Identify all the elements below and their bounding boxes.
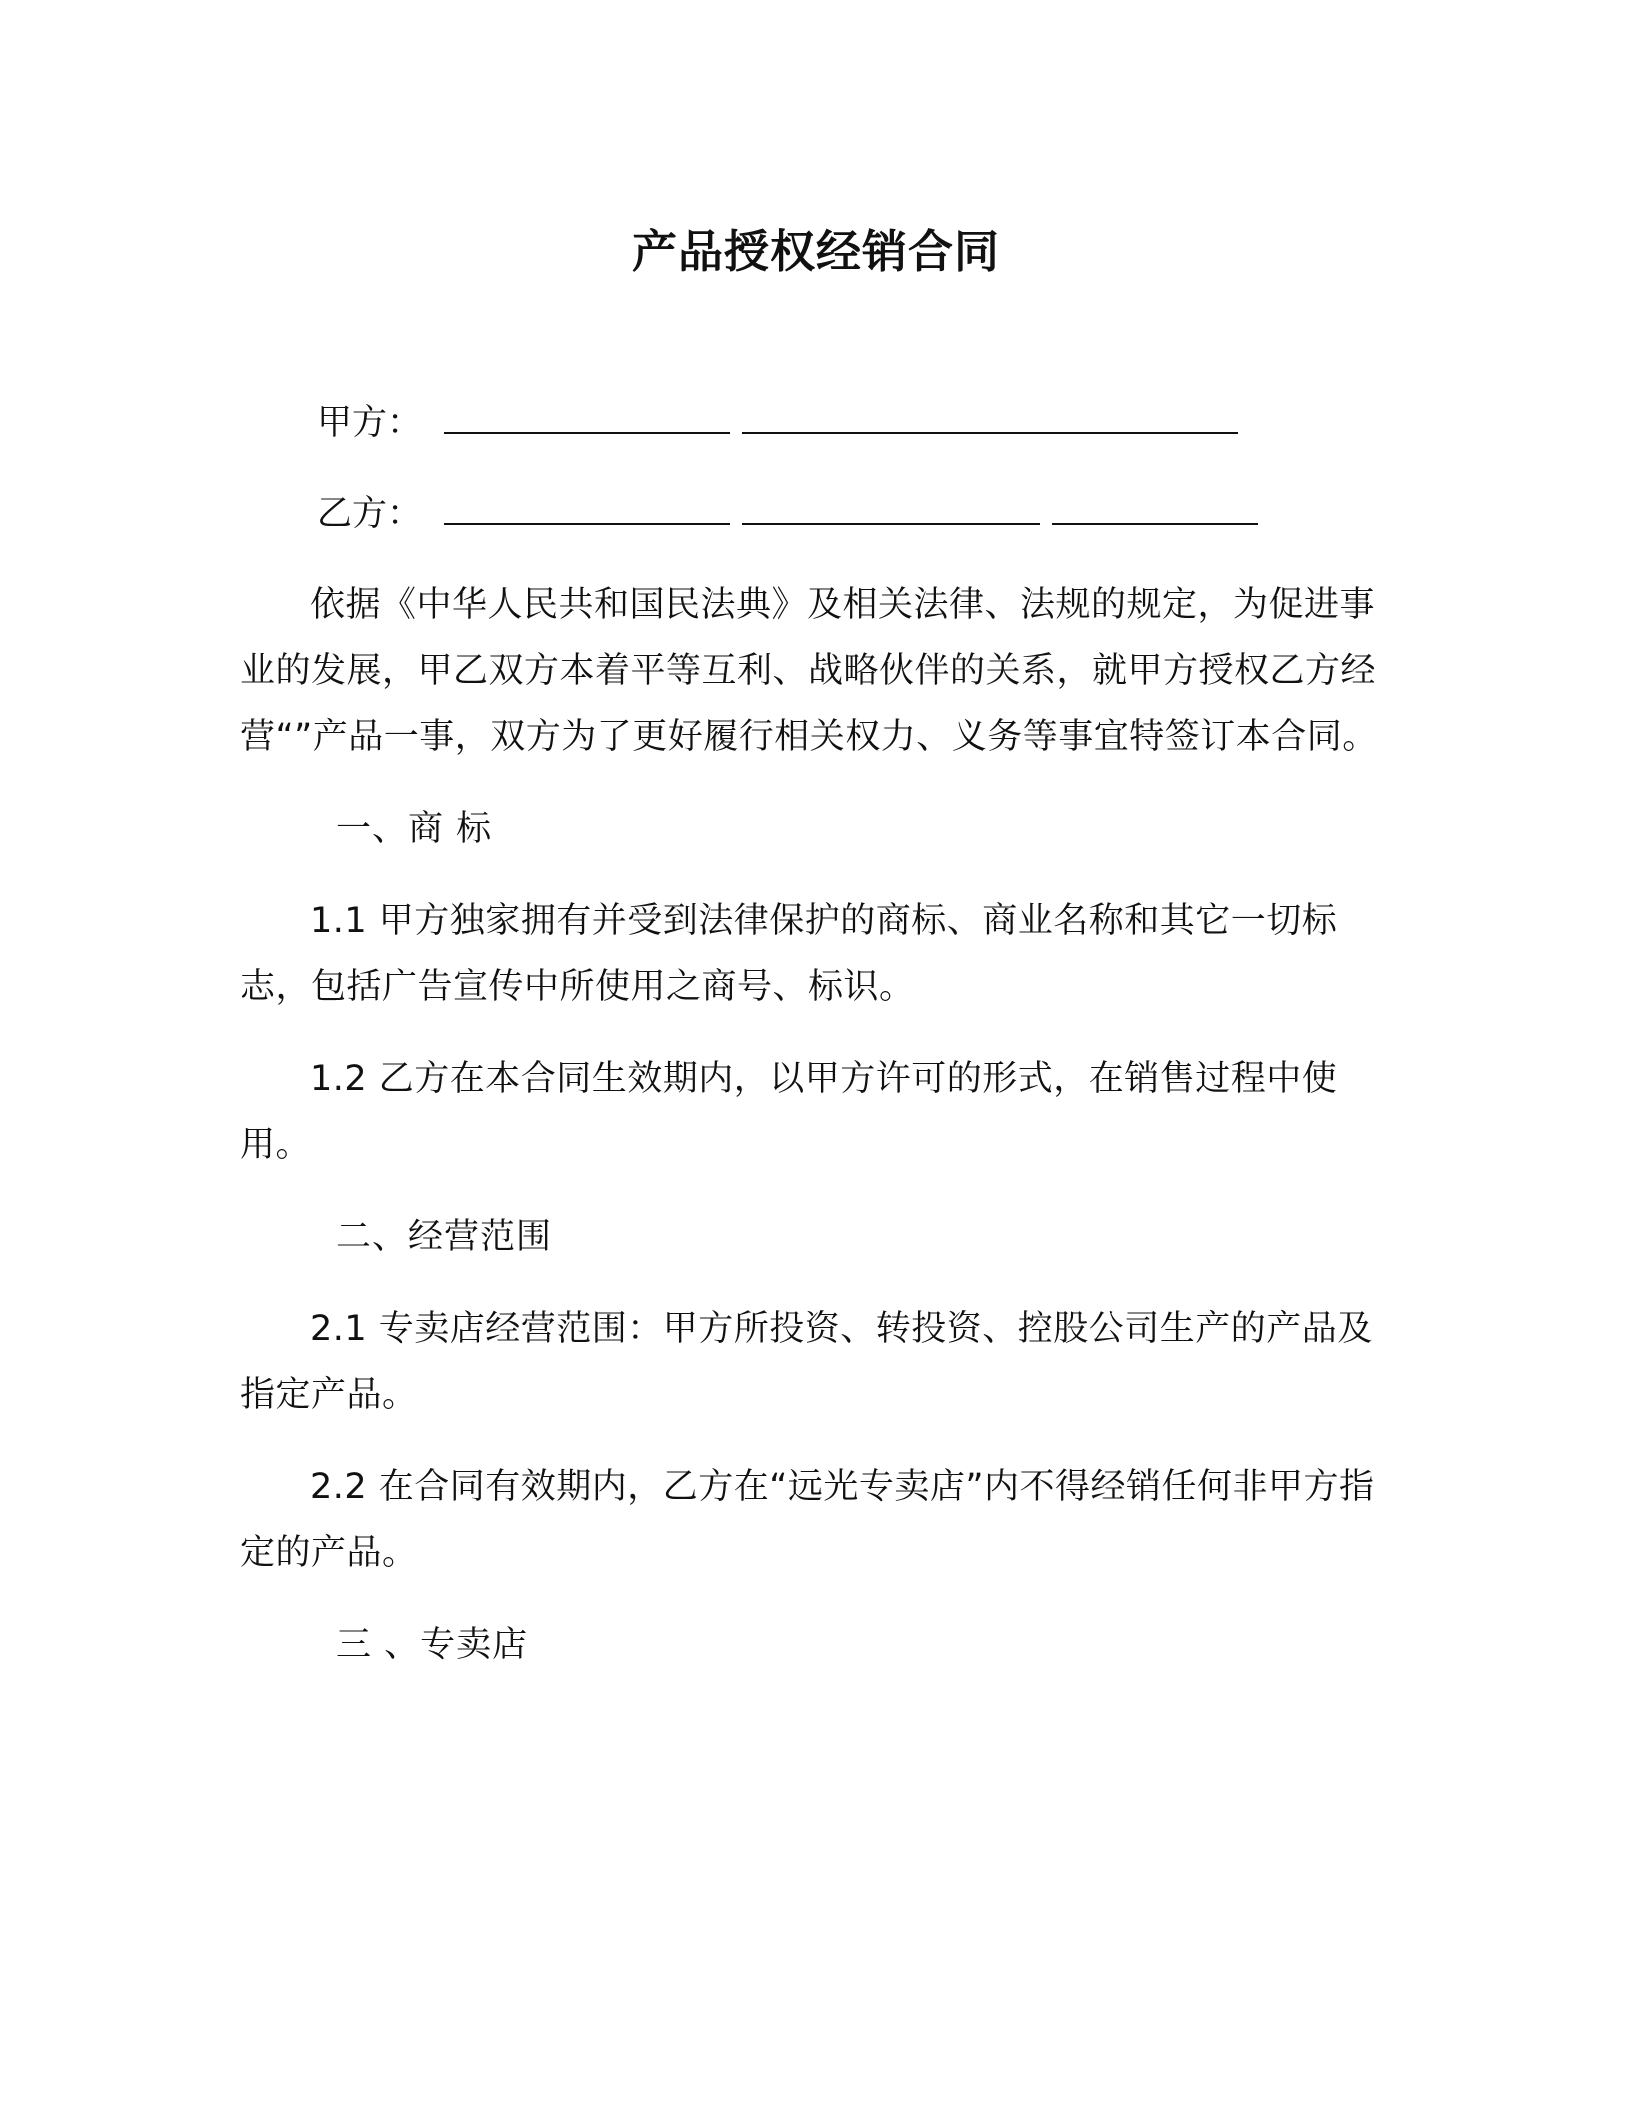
clause-paragraph: 2.1 专卖店经营范围：甲方所投资、转投资、控股公司生产的产品及指定产品。 [240, 1309, 1373, 1415]
party-b-blank [444, 489, 1270, 525]
party-a-blank [444, 398, 1250, 434]
fill-in-line [742, 398, 1238, 434]
fill-in-line [1052, 489, 1258, 525]
clause-paragraph: 2.2 在合同有效期内，乙方在“远光专卖店”内不得经销任何非甲方指定的产品。 [240, 1467, 1375, 1573]
section-heading: 三 、专卖店 [336, 1625, 529, 1665]
clause-paragraph: 1.2 乙方在本合同生效期内，以甲方许可的形式，在销售过程中使用。 [240, 1059, 1338, 1165]
party-b-line [317, 481, 1392, 547]
document-body [240, 390, 1392, 1704]
fill-in-line [742, 489, 1040, 525]
party-a-line [317, 390, 1392, 456]
fill-in-line [444, 489, 730, 525]
fill-in-line [444, 398, 730, 434]
party-a-label: 甲方： [317, 403, 423, 443]
section-heading: 二、经营范围 [336, 1217, 553, 1257]
preamble-paragraph: 依据《中华人民共和国民法典》及相关法律、法规的规定，为促进事业的发展，甲乙双方本着平等互利、战略伙伴的关系，就甲方授权乙方经营“”产品一事，双方为了更好履行相关权力、义务等事宜特签订本合同。 [240, 585, 1378, 757]
clause-paragraph: 1.1 甲方独家拥有并受到法律保护的商标、商业名称和其它一切标志，包括广告宣传中所使用之商号、标识。 [240, 901, 1338, 1007]
party-b-label: 乙方： [317, 494, 423, 534]
document-title: 产品授权经销合同 [631, 225, 1000, 278]
section-heading: 一、商 标 [336, 809, 493, 849]
